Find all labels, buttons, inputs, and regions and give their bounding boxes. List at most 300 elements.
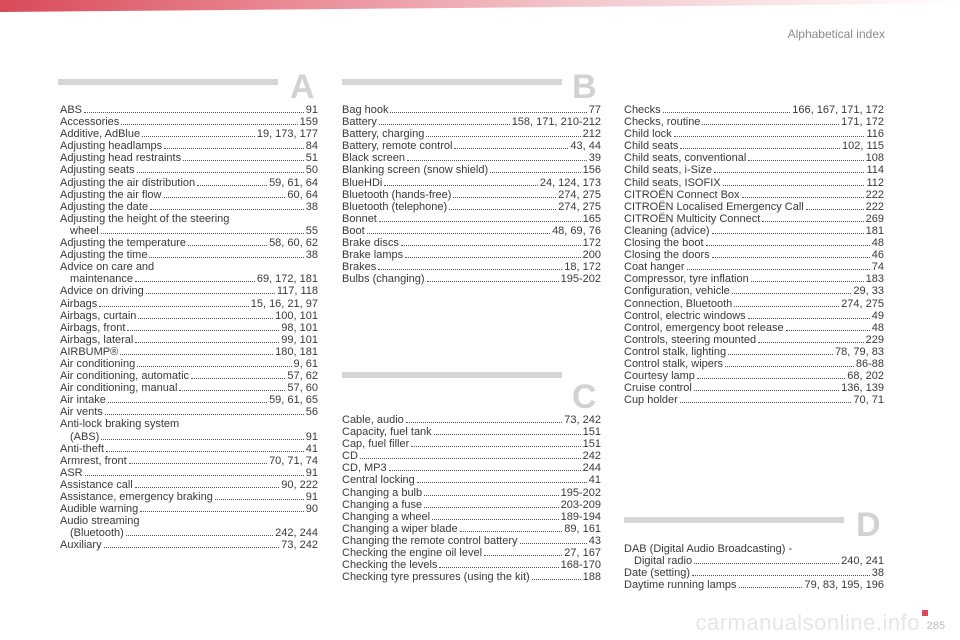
index-entry	[342, 213, 601, 225]
index-entry-term: Child seats	[624, 140, 679, 153]
index-entry-term: Air conditioning, automatic	[60, 370, 190, 383]
index-entry-pages: 244	[582, 462, 601, 475]
index-entry	[60, 394, 318, 406]
index-entry-pages: 91	[305, 466, 318, 479]
index-entry	[60, 261, 318, 273]
index-entry-pages: 90	[305, 503, 318, 516]
index-entry	[624, 116, 884, 128]
index-entry-term: Adjusting headlamps	[60, 140, 163, 153]
index-entry-pages: 189-194	[560, 510, 601, 523]
index-entry-pages: 274, 275	[558, 200, 601, 213]
index-entry	[60, 273, 318, 285]
index-entry	[342, 225, 601, 237]
dot-leader	[663, 112, 791, 113]
dot-leader	[389, 470, 581, 471]
index-entry	[624, 261, 884, 273]
index-entry-term: Airbags, front	[60, 321, 126, 334]
index-entry	[342, 571, 601, 583]
index-entry	[60, 346, 318, 358]
dot-leader	[439, 567, 558, 568]
index-entry-pages: 90, 222	[281, 478, 318, 491]
index-entry-pages: 195-202	[560, 273, 601, 286]
index-entry-pages: 59, 61, 64	[269, 176, 318, 189]
dot-leader	[411, 446, 580, 447]
dot-leader	[697, 378, 845, 379]
index-entry-term: Date (setting)	[624, 567, 691, 580]
index-entry	[624, 543, 884, 555]
index-entry-pages: 77	[588, 104, 601, 116]
index-entry-pages: 70, 71	[853, 394, 884, 407]
index-entry	[342, 535, 601, 547]
index-entry	[60, 527, 318, 539]
index-entry	[342, 152, 601, 164]
index-entry	[60, 128, 318, 140]
index-entry-pages: 73, 242	[564, 414, 601, 426]
index-entry-term: Checks	[624, 104, 661, 116]
index-entry-term: Brake discs	[342, 237, 399, 250]
index-entry-pages: 29, 33	[853, 285, 884, 298]
index-entry-term: Closing the doors	[624, 249, 710, 262]
dot-leader	[191, 378, 285, 379]
index-entry-pages: 242	[582, 450, 601, 463]
index-entry-term: Blanking screen (snow shield)	[342, 164, 489, 177]
index-entry	[60, 539, 318, 551]
index-entry-term: Cap, fuel filler	[342, 438, 410, 451]
dot-leader	[449, 209, 556, 210]
dot-leader	[712, 257, 870, 258]
index-entry-term: Airbags, curtain	[60, 309, 137, 322]
index-entry-pages: 166, 167, 171, 172	[792, 104, 884, 116]
index-entry-term: Adjusting the date	[60, 200, 149, 213]
section-d-header	[624, 508, 884, 548]
dot-leader	[734, 306, 839, 307]
index-entry-term: Checking tyre pressures (using the kit)	[342, 571, 530, 584]
index-entry-term: DAB (Digital Audio Broadcasting) -	[624, 543, 793, 555]
dot-leader	[762, 221, 863, 222]
index-entry	[342, 189, 601, 201]
dot-leader	[104, 547, 280, 548]
dot-leader	[99, 306, 248, 307]
index-entry	[60, 249, 318, 261]
index-entry	[624, 285, 884, 297]
index-entry-term: Control, electric windows	[624, 309, 746, 322]
index-entry-pages: 48, 69, 76	[552, 224, 601, 237]
index-entry-term: Central locking	[342, 474, 415, 487]
dot-leader	[390, 112, 586, 113]
dot-leader	[401, 245, 581, 246]
dot-leader	[121, 124, 297, 125]
index-entry-term: Capacity, fuel tank	[342, 426, 432, 439]
page-number: 285	[926, 620, 945, 632]
dot-leader	[751, 281, 864, 282]
index-entry-term: Adjusting the temperature	[60, 237, 186, 250]
section-a-rule	[58, 79, 278, 85]
index-entry	[342, 450, 601, 462]
index-entry	[342, 140, 601, 152]
index-entry	[624, 322, 884, 334]
index-entry	[342, 273, 601, 285]
index-entry-term: Advice on care and	[60, 261, 155, 274]
index-entry-pages: 73, 242	[281, 539, 318, 552]
index-entry-pages: 112	[866, 176, 884, 189]
index-entry-term: CD, MP3	[342, 462, 387, 475]
index-entry-term: Airbags	[60, 297, 98, 310]
index-column-d	[624, 543, 884, 591]
dot-leader	[674, 136, 865, 137]
index-entry-term: Child seats, conventional	[624, 152, 747, 165]
dot-leader	[179, 390, 285, 391]
dot-leader	[490, 172, 581, 173]
index-entry-term: Control, emergency boot release	[624, 321, 784, 334]
dot-leader	[758, 342, 864, 343]
index-entry-term: Child seats, ISOFIX	[624, 176, 721, 189]
dot-leader	[379, 124, 510, 125]
dot-leader	[806, 209, 864, 210]
index-entry	[60, 237, 318, 249]
index-entry-pages: 200	[582, 249, 601, 262]
index-entry	[60, 152, 318, 164]
index-column-c-continued	[624, 104, 884, 406]
dot-leader	[135, 342, 279, 343]
index-entry-pages: 27, 167	[564, 547, 601, 560]
index-entry	[624, 346, 884, 358]
index-entry-term: Closing the boot	[624, 237, 704, 250]
index-entry	[624, 140, 884, 152]
index-entry-term: Bag hook	[342, 104, 389, 116]
index-entry-pages: 180, 181	[275, 345, 318, 358]
index-entry-term: Adjusting the air flow	[60, 188, 162, 201]
index-entry	[342, 438, 601, 450]
index-entry	[60, 334, 318, 346]
section-b-rule	[342, 79, 562, 85]
index-entry-term: Battery, remote control	[342, 140, 453, 153]
dot-leader	[748, 160, 863, 161]
index-entry	[60, 443, 318, 455]
index-entry	[60, 370, 318, 382]
index-entry-pages: 156	[582, 164, 601, 177]
index-entry-pages: 43	[588, 534, 601, 547]
index-entry-pages: 159	[299, 116, 318, 129]
index-entry-pages: 58, 60, 62	[269, 237, 318, 250]
index-entry	[624, 104, 884, 116]
index-entry-pages: 57, 62	[287, 370, 318, 383]
index-entry-term: Air intake	[60, 394, 106, 407]
index-entry-pages: 195-202	[560, 486, 601, 499]
index-entry-term: Digital radio	[634, 555, 693, 568]
index-entry-pages: 222	[865, 188, 884, 201]
dot-leader	[406, 422, 563, 423]
index-entry-pages: 274, 275	[558, 188, 601, 201]
index-entry-pages: 39	[588, 152, 601, 165]
index-entry-term: maintenance	[70, 273, 133, 286]
index-entry	[624, 128, 884, 140]
index-entry	[624, 213, 884, 225]
index-entry-pages: 48	[871, 321, 884, 334]
index-entry	[624, 567, 884, 579]
index-entry-pages: 69, 172, 181	[256, 273, 318, 286]
index-entry-term: Battery	[342, 116, 377, 129]
section-d-rule	[624, 517, 844, 523]
dot-leader	[712, 233, 864, 234]
index-entry	[624, 201, 884, 213]
index-entry-pages: 86-88	[855, 357, 884, 370]
index-entry-pages: 79, 83, 195, 196	[804, 579, 884, 592]
index-entry-term: CITROËN Connect Box	[624, 188, 740, 201]
dot-leader	[728, 354, 833, 355]
index-entry-term: (ABS)	[70, 430, 100, 443]
index-entry-term: Child lock	[624, 128, 672, 141]
dot-leader	[454, 148, 568, 149]
index-entry-term: Accessories	[60, 116, 120, 129]
dot-leader	[379, 221, 581, 222]
index-entry-term: Armrest, front	[60, 454, 127, 467]
dot-leader	[360, 458, 581, 459]
index-entry-term: Brakes	[342, 261, 377, 274]
dot-leader	[188, 245, 267, 246]
index-entry-pages: 48	[871, 237, 884, 250]
dot-leader	[105, 414, 304, 415]
index-entry-term: Air conditioning	[60, 357, 136, 370]
index-entry-pages: 74	[871, 261, 884, 274]
index-entry	[342, 164, 601, 176]
index-entry-term: Air conditioning, manual	[60, 382, 178, 395]
index-entry-term: Black screen	[342, 152, 405, 165]
index-entry	[60, 491, 318, 503]
index-entry	[342, 426, 601, 438]
index-entry-term: Auxiliary	[60, 539, 102, 552]
dot-leader	[692, 575, 870, 576]
index-entry-term: Battery, charging	[342, 128, 425, 141]
index-entry-pages: 165	[582, 212, 601, 225]
index-entry-pages: 172	[582, 237, 601, 250]
index-entry-pages: 68, 202	[847, 370, 884, 383]
index-entry	[624, 298, 884, 310]
index-entry-pages: 51	[305, 152, 318, 165]
index-entry-pages: 56	[305, 406, 318, 419]
index-entry	[60, 225, 318, 237]
index-entry	[60, 479, 318, 491]
dot-leader	[150, 209, 304, 210]
dot-leader	[137, 172, 304, 173]
dot-leader	[126, 535, 273, 536]
index-entry	[624, 358, 884, 370]
index-entry-term: Cup holder	[624, 394, 678, 407]
index-entry	[342, 261, 601, 273]
index-entry-pages: 38	[871, 567, 884, 580]
dot-leader	[183, 160, 304, 161]
index-entry-pages: 183	[865, 273, 884, 286]
dot-leader	[149, 257, 303, 258]
index-entry-pages: 212	[582, 128, 601, 141]
index-entry-pages: 240, 241	[841, 555, 884, 568]
dot-leader	[424, 495, 559, 496]
dot-leader	[378, 269, 562, 270]
index-entry-term: ABS	[60, 104, 83, 116]
index-entry-term: wheel	[70, 224, 99, 237]
index-entry-term: Assistance, emergency braking	[60, 491, 213, 503]
index-entry-pages: 91	[305, 104, 318, 116]
index-entry	[60, 213, 318, 225]
index-entry	[342, 249, 601, 261]
dot-leader	[106, 451, 304, 452]
index-entry	[624, 164, 884, 176]
dot-leader	[786, 330, 870, 331]
index-entry-term: Changing the remote control battery	[342, 534, 518, 547]
section-c-letter: C	[572, 378, 597, 416]
index-column-c	[342, 414, 601, 583]
section-c-rule	[342, 372, 562, 378]
index-entry-pages: 158, 171, 210-212	[511, 116, 601, 129]
index-entry-term: Audible warning	[60, 503, 139, 516]
index-entry-pages: 102, 115	[841, 140, 884, 153]
index-entry-pages: 57, 60	[287, 382, 318, 395]
dot-leader	[687, 269, 870, 270]
index-entry-term: Adjusting the air distribution	[60, 176, 196, 189]
index-entry	[60, 418, 318, 430]
dot-leader	[140, 511, 303, 512]
dot-leader	[532, 579, 581, 580]
index-entry-term: Changing a bulb	[342, 486, 423, 499]
index-entry	[342, 523, 601, 535]
dot-leader	[484, 555, 562, 556]
index-entry-pages: 114	[866, 164, 884, 177]
dot-leader	[84, 112, 304, 113]
index-entry	[342, 177, 601, 189]
index-entry	[60, 116, 318, 128]
index-entry	[624, 370, 884, 382]
index-entry-pages: 151	[582, 438, 601, 451]
index-entry	[342, 547, 601, 559]
index-entry	[60, 285, 318, 297]
index-entry-pages: 89, 161	[564, 522, 601, 535]
index-entry-term: Adjusting the height of the steering	[60, 212, 230, 225]
dot-leader	[367, 233, 550, 234]
index-entry	[624, 555, 884, 567]
index-entry-pages: 181	[865, 224, 884, 237]
index-entry	[342, 559, 601, 571]
index-entry	[60, 201, 318, 213]
index-entry-pages: 84	[305, 140, 318, 153]
index-entry-pages: 151	[582, 426, 601, 439]
dot-leader	[460, 531, 563, 532]
dot-leader	[384, 185, 537, 186]
index-entry	[60, 322, 318, 334]
index-entry	[60, 503, 318, 515]
index-entry	[60, 298, 318, 310]
index-entry-term: Additive, AdBlue	[60, 128, 141, 141]
index-entry	[624, 237, 884, 249]
dot-leader	[694, 563, 839, 564]
index-entry	[342, 511, 601, 523]
index-entry	[342, 462, 601, 474]
index-entry-pages: 117, 118	[276, 285, 318, 298]
index-entry-term: Changing a fuse	[342, 498, 423, 511]
index-entry-term: Bonnet	[342, 212, 377, 225]
index-entry-term: BlueHDi	[342, 176, 383, 189]
dot-leader	[702, 124, 839, 125]
dot-leader	[108, 402, 267, 403]
index-entry	[60, 164, 318, 176]
dot-leader	[135, 281, 255, 282]
index-column-b	[342, 104, 601, 285]
dot-leader	[197, 185, 267, 186]
index-entry	[342, 201, 601, 213]
index-entry	[342, 128, 601, 140]
index-entry-term: Control stalk, wipers	[624, 357, 724, 370]
index-entry-term: Coat hanger	[624, 261, 685, 274]
index-entry-pages: 41	[305, 442, 318, 455]
dot-leader	[714, 172, 864, 173]
index-entry-term: Cruise control	[624, 382, 692, 395]
index-entry-pages: 24, 124, 173	[539, 176, 601, 189]
dot-leader	[723, 185, 865, 186]
index-entry-term: ASR	[60, 466, 83, 479]
index-entry	[624, 177, 884, 189]
index-entry	[60, 406, 318, 418]
index-entry-term: Audio streaming	[60, 515, 140, 528]
dot-leader	[424, 507, 559, 508]
index-entry	[60, 431, 318, 443]
index-entry-pages: 98, 101	[281, 321, 318, 334]
dot-leader	[453, 197, 556, 198]
dot-leader	[739, 587, 803, 588]
index-entry-pages: 116	[866, 128, 884, 141]
index-entry	[624, 334, 884, 346]
dot-leader	[748, 318, 870, 319]
index-entry-pages: 99, 101	[281, 333, 318, 346]
index-entry-term: Checks, routine	[624, 116, 701, 129]
dot-leader	[127, 330, 279, 331]
index-entry-term: Adjusting seats	[60, 164, 135, 177]
index-entry-term: Daytime running lamps	[624, 579, 737, 592]
index-entry-term: Bulbs (changing)	[342, 273, 425, 286]
index-entry-term: Compressor, tyre inflation	[624, 273, 749, 286]
index-entry	[60, 310, 318, 322]
dot-leader	[146, 293, 275, 294]
dot-leader	[407, 160, 587, 161]
index-entry	[342, 474, 601, 486]
index-entry	[60, 467, 318, 479]
index-entry-term: Brake lamps	[342, 249, 404, 262]
index-entry-pages: 269	[865, 212, 884, 225]
dot-leader	[85, 475, 304, 476]
index-entry-term: Anti-theft	[60, 442, 105, 455]
index-entry-term: Air vents	[60, 406, 103, 419]
dot-leader	[417, 482, 587, 483]
dot-leader	[120, 354, 273, 355]
dot-leader	[694, 390, 839, 391]
index-entry-term: Configuration, vehicle	[624, 285, 730, 298]
index-entry-term: Advice on driving	[60, 285, 144, 298]
dot-leader	[680, 402, 852, 403]
index-entry	[342, 104, 601, 116]
index-entry-pages: 55	[305, 224, 318, 237]
index-entry-term: Controls, steering mounted	[624, 333, 757, 346]
watermark-text: carmanualsonline.info	[695, 610, 920, 635]
index-entry	[624, 579, 884, 591]
index-entry-term: Adjusting head restraints	[60, 152, 182, 165]
index-entry-pages: 19, 173, 177	[256, 128, 318, 141]
index-entry-term: (Bluetooth)	[70, 527, 124, 540]
index-entry	[60, 382, 318, 394]
dot-leader	[427, 281, 559, 282]
index-entry-term: Assistance call	[60, 478, 133, 491]
index-entry-pages: 43, 44	[570, 140, 601, 153]
index-entry-pages: 108	[865, 152, 884, 165]
index-entry-term: Cleaning (advice)	[624, 224, 710, 237]
index-entry-pages: 50	[305, 164, 318, 177]
index-entry-term: Changing a wiper blade	[342, 522, 458, 535]
